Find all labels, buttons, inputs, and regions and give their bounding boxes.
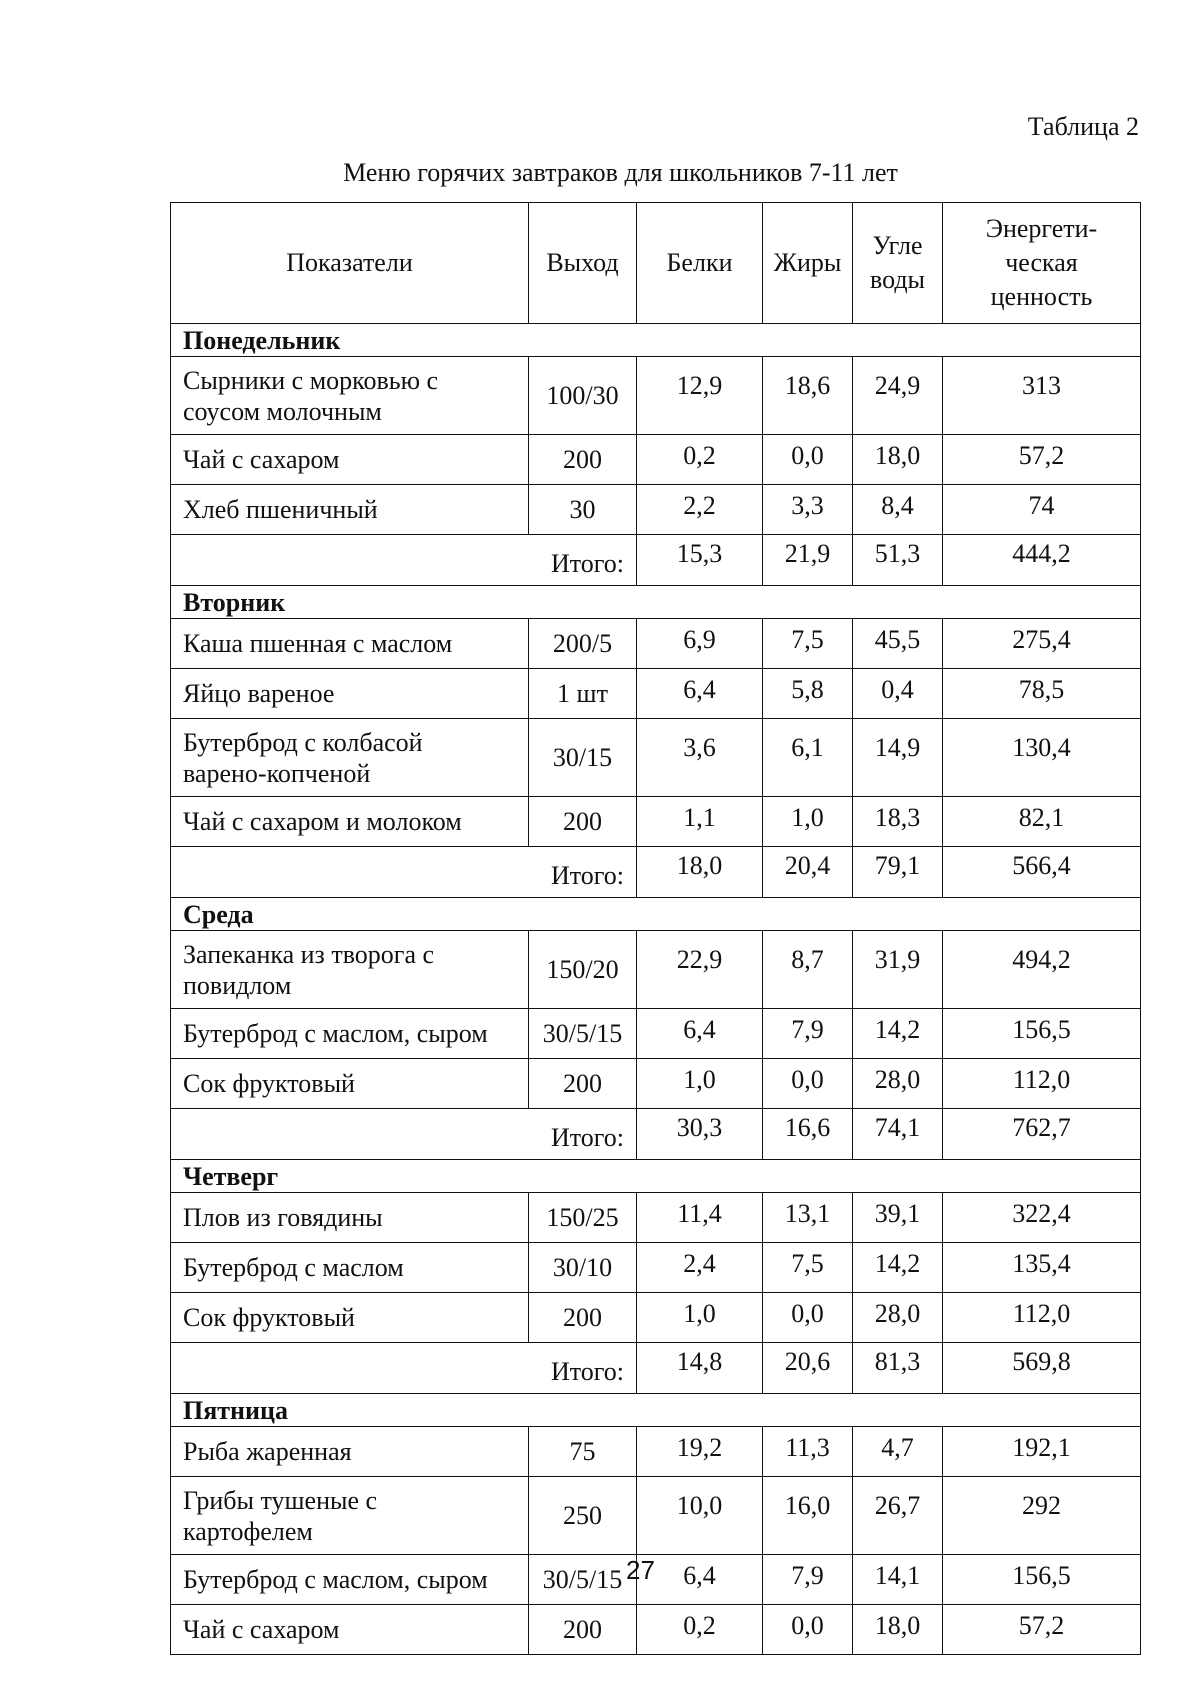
- dish-output: 150/25: [529, 1193, 637, 1243]
- header-carbs: Угле воды: [853, 203, 943, 324]
- dish-carbs: 14,2: [853, 1243, 943, 1293]
- dish-carbs: 28,0: [853, 1293, 943, 1343]
- day-name: Четверг: [171, 1160, 1141, 1193]
- dish-output: 200: [529, 797, 637, 847]
- dish-energy: 130,4: [943, 719, 1141, 797]
- dish-protein: 1,0: [637, 1293, 763, 1343]
- dish-fat: 11,3: [763, 1427, 853, 1477]
- dish-output: 30/15: [529, 719, 637, 797]
- table-label: Таблица 2: [1027, 112, 1139, 141]
- dish-output: 200: [529, 1293, 637, 1343]
- dish-carbs: 31,9: [853, 931, 943, 1009]
- dish-protein: 0,2: [637, 435, 763, 485]
- dish-name: Каша пшенная с маслом: [171, 619, 529, 669]
- total-energy: 762,7: [943, 1109, 1141, 1160]
- dish-carbs: 4,7: [853, 1427, 943, 1477]
- total-fat: 20,4: [763, 847, 853, 898]
- total-label: Итого:: [171, 535, 637, 586]
- dish-name: Бутерброд с маслом, сыром: [171, 1555, 529, 1605]
- dish-output: 30/5/15: [529, 1009, 637, 1059]
- header-row: [171, 203, 1141, 324]
- dish-energy: 292: [943, 1477, 1141, 1555]
- dish-protein: 1,1: [637, 797, 763, 847]
- dish-name: Яйцо вареное: [171, 669, 529, 719]
- header-output: Выход: [529, 203, 637, 324]
- table-row: [171, 357, 1141, 435]
- dish-name: Сок фруктовый: [171, 1293, 529, 1343]
- total-row: [171, 847, 1141, 898]
- total-protein: 14,8: [637, 1343, 763, 1394]
- dish-output: 1 шт: [529, 669, 637, 719]
- dish-carbs: 45,5: [853, 619, 943, 669]
- table-row: [171, 669, 1141, 719]
- dish-output: 30/10: [529, 1243, 637, 1293]
- dish-carbs: 28,0: [853, 1059, 943, 1109]
- dish-output: 200: [529, 1605, 637, 1655]
- day-row: [171, 586, 1141, 619]
- menu-table: [170, 202, 1141, 1655]
- dish-name: Чай с сахаром и молоком: [171, 797, 529, 847]
- dish-carbs: 14,1: [853, 1555, 943, 1605]
- dish-carbs: 14,2: [853, 1009, 943, 1059]
- total-carbs: 51,3: [853, 535, 943, 586]
- dish-energy: 156,5: [943, 1555, 1141, 1605]
- dish-name: Бутерброд с колбасой варено-копченой: [171, 719, 529, 797]
- dish-energy: 135,4: [943, 1243, 1141, 1293]
- dish-output: 150/20: [529, 931, 637, 1009]
- day-row: [171, 1394, 1141, 1427]
- dish-protein: 10,0: [637, 1477, 763, 1555]
- table-caption: Меню горячих завтраков для школьников 7-11 лет: [343, 158, 898, 187]
- total-fat: 16,6: [763, 1109, 853, 1160]
- dish-output: 200/5: [529, 619, 637, 669]
- total-carbs: 79,1: [853, 847, 943, 898]
- dish-energy: 74: [943, 485, 1141, 535]
- total-energy: 444,2: [943, 535, 1141, 586]
- dish-output: 100/30: [529, 357, 637, 435]
- dish-fat: 13,1: [763, 1193, 853, 1243]
- table-row: [171, 1605, 1141, 1655]
- table-row: [171, 1243, 1141, 1293]
- dish-output: 250: [529, 1477, 637, 1555]
- dish-fat: 0,0: [763, 435, 853, 485]
- dish-fat: 7,9: [763, 1555, 853, 1605]
- table-row: [171, 931, 1141, 1009]
- header-protein: Белки: [637, 203, 763, 324]
- day-name: Вторник: [171, 586, 1141, 619]
- table-row: [171, 719, 1141, 797]
- dish-name: Плов из говядины: [171, 1193, 529, 1243]
- total-fat: 21,9: [763, 535, 853, 586]
- total-fat: 20,6: [763, 1343, 853, 1394]
- dish-fat: 16,0: [763, 1477, 853, 1555]
- dish-energy: 112,0: [943, 1059, 1141, 1109]
- total-energy: 566,4: [943, 847, 1141, 898]
- header-fat: Жиры: [763, 203, 853, 324]
- dish-energy: 192,1: [943, 1427, 1141, 1477]
- dish-fat: 0,0: [763, 1059, 853, 1109]
- dish-energy: 322,4: [943, 1193, 1141, 1243]
- dish-energy: 82,1: [943, 797, 1141, 847]
- day-row: [171, 898, 1141, 931]
- dish-fat: 0,0: [763, 1293, 853, 1343]
- table-row: [171, 1293, 1141, 1343]
- dish-energy: 494,2: [943, 931, 1141, 1009]
- dish-protein: 6,9: [637, 619, 763, 669]
- dish-name: Рыба жаренная: [171, 1427, 529, 1477]
- dish-fat: 18,6: [763, 357, 853, 435]
- dish-protein: 6,4: [637, 669, 763, 719]
- dish-output: 75: [529, 1427, 637, 1477]
- dish-protein: 6,4: [637, 1009, 763, 1059]
- day-row: [171, 324, 1141, 357]
- total-row: [171, 1343, 1141, 1394]
- dish-protein: 1,0: [637, 1059, 763, 1109]
- dish-fat: 6,1: [763, 719, 853, 797]
- dish-fat: 7,5: [763, 619, 853, 669]
- dish-carbs: 8,4: [853, 485, 943, 535]
- dish-carbs: 14,9: [853, 719, 943, 797]
- dish-protein: 2,2: [637, 485, 763, 535]
- dish-protein: 2,4: [637, 1243, 763, 1293]
- dish-fat: 8,7: [763, 931, 853, 1009]
- dish-name: Сырники с морковью с соусом молочным: [171, 357, 529, 435]
- total-carbs: 81,3: [853, 1343, 943, 1394]
- total-row: [171, 1109, 1141, 1160]
- dish-fat: 1,0: [763, 797, 853, 847]
- dish-carbs: 18,3: [853, 797, 943, 847]
- dish-output: 200: [529, 435, 637, 485]
- day-name: Понедельник: [171, 324, 1141, 357]
- total-protein: 30,3: [637, 1109, 763, 1160]
- total-row: [171, 535, 1141, 586]
- dish-carbs: 24,9: [853, 357, 943, 435]
- dish-protein: 22,9: [637, 931, 763, 1009]
- dish-fat: 7,5: [763, 1243, 853, 1293]
- dish-energy: 57,2: [943, 1605, 1141, 1655]
- table-row: [171, 1427, 1141, 1477]
- dish-protein: 19,2: [637, 1427, 763, 1477]
- table-row: [171, 1059, 1141, 1109]
- dish-fat: 0,0: [763, 1605, 853, 1655]
- day-name: Пятница: [171, 1394, 1141, 1427]
- dish-protein: 12,9: [637, 357, 763, 435]
- table-row: [171, 797, 1141, 847]
- dish-carbs: 0,4: [853, 669, 943, 719]
- dish-energy: 313: [943, 357, 1141, 435]
- header-indicators: Показатели: [171, 203, 529, 324]
- dish-output: 30: [529, 485, 637, 535]
- total-label: Итого:: [171, 847, 637, 898]
- dish-name: Сок фруктовый: [171, 1059, 529, 1109]
- dish-name: Хлеб пшеничный: [171, 485, 529, 535]
- dish-name: Грибы тушеные с картофелем: [171, 1477, 529, 1555]
- table-row: [171, 1009, 1141, 1059]
- day-row: [171, 1160, 1141, 1193]
- table-row: [171, 485, 1141, 535]
- table-row: [171, 435, 1141, 485]
- total-label: Итого:: [171, 1109, 637, 1160]
- dish-protein: 6,4: [637, 1555, 763, 1605]
- dish-fat: 3,3: [763, 485, 853, 535]
- dish-protein: 0,2: [637, 1605, 763, 1655]
- dish-carbs: 18,0: [853, 1605, 943, 1655]
- header-energy: Энергети- ческая ценность: [943, 203, 1141, 324]
- dish-name: Чай с сахаром: [171, 435, 529, 485]
- table-row: [171, 1477, 1141, 1555]
- dish-carbs: 26,7: [853, 1477, 943, 1555]
- dish-energy: 275,4: [943, 619, 1141, 669]
- total-protein: 18,0: [637, 847, 763, 898]
- dish-protein: 11,4: [637, 1193, 763, 1243]
- total-energy: 569,8: [943, 1343, 1141, 1394]
- dish-fat: 7,9: [763, 1009, 853, 1059]
- page-number: 27: [626, 1555, 655, 1585]
- total-label: Итого:: [171, 1343, 637, 1394]
- menu-table-body: [171, 203, 1141, 1655]
- dish-name: Запеканка из творога с повидлом: [171, 931, 529, 1009]
- dish-energy: 57,2: [943, 435, 1141, 485]
- dish-energy: 156,5: [943, 1009, 1141, 1059]
- table-row: [171, 1193, 1141, 1243]
- dish-name: Бутерброд с маслом, сыром: [171, 1009, 529, 1059]
- day-name: Среда: [171, 898, 1141, 931]
- dish-energy: 78,5: [943, 669, 1141, 719]
- dish-output: 30/5/15: [529, 1555, 637, 1605]
- dish-carbs: 39,1: [853, 1193, 943, 1243]
- dish-fat: 5,8: [763, 669, 853, 719]
- dish-output: 200: [529, 1059, 637, 1109]
- dish-carbs: 18,0: [853, 435, 943, 485]
- total-carbs: 74,1: [853, 1109, 943, 1160]
- dish-energy: 112,0: [943, 1293, 1141, 1343]
- dish-name: Бутерброд с маслом: [171, 1243, 529, 1293]
- dish-protein: 3,6: [637, 719, 763, 797]
- table-row: [171, 619, 1141, 669]
- dish-name: Чай с сахаром: [171, 1605, 529, 1655]
- total-protein: 15,3: [637, 535, 763, 586]
